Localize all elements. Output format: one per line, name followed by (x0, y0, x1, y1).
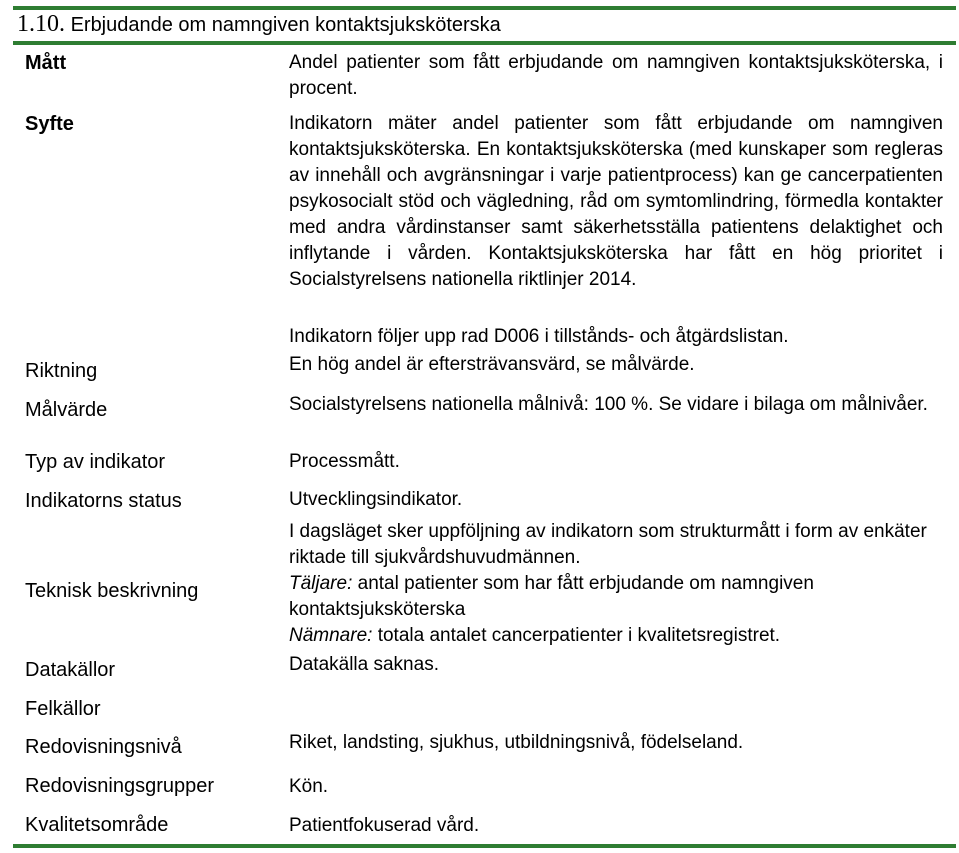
label-typ: Typ av indikator (25, 451, 166, 473)
label-felkallor: Felkällor (25, 698, 101, 720)
section-number: 1.10. (17, 11, 65, 37)
value-redovisningsgrupper: Kön. (289, 776, 329, 797)
heading-rule (13, 41, 956, 45)
label-teknisk: Teknisk beskrivning (25, 580, 199, 602)
teknisk-namnare (289, 623, 943, 649)
value-datakallor: Datakälla saknas. (289, 654, 439, 675)
teknisk-intro: I dagsläget sker uppföljning av indikatorn som strukturmått i form av enkäter riktade till sjukvårdshuvudmännen. (289, 521, 927, 568)
value-status: Utvecklingsindikator. (289, 489, 463, 510)
top-rule (13, 6, 956, 10)
label-syfte: Syfte (25, 113, 74, 135)
bottom-rule (13, 844, 956, 848)
taljare-text: antal patienter som har fått erbjudande om namngiven kontaktsjuksköterska (289, 573, 814, 620)
value-teknisk (289, 519, 943, 649)
value-syfte: Indikatorn mäter andel patienter som fått erbjudande om namngiven kontaktsjuksköterska. En kontaktsjuksköterska (med kunskaper som regleras av innehåll och avgränsningar i varje patientprocess) kan ge cancerpatienten psykosocialt stöd och vägledning, råd om symtomlindring, förmedla kontakter med andra vårdinstanser samt säkerhetsställa patientens delaktighet och inflytande i vården. Kontaktsjuksköterska har fått en hög prioritet i Socialstyrelsens nationella riktlinjer 2014. (289, 113, 943, 290)
label-riktning: Riktning (25, 360, 98, 382)
namnare-text: totala antalet cancerpatienter i kvalitetsregistret. (377, 625, 781, 646)
value-redovisningsniva: Riket, landsting, sjukhus, utbildningsnivå, födelseland. (289, 732, 744, 753)
teknisk-taljare (289, 571, 943, 623)
value-matt: Andel patienter som fått erbjudande om namngiven kontaktsjuksköterska, i procent. (289, 52, 943, 99)
value-malvarde: Socialstyrelsens nationella målnivå: 100 %. Se vidare i bilaga om målnivåer. (289, 394, 928, 415)
label-malvarde: Målvärde (25, 399, 108, 421)
label-redovisningsgrupper: Redovisningsgrupper (25, 775, 215, 797)
indicator-table (13, 6, 956, 848)
namnare-term: Nämnare: (289, 625, 373, 646)
label-status: Indikatorns status (25, 490, 182, 512)
value-riktning: En hög andel är eftersträvansvärd, se målvärde. (289, 354, 695, 375)
value-syfte-note: Indikatorn följer upp rad D006 i tillstånds- och åtgärdslistan. (289, 326, 789, 347)
label-matt: Mått (25, 52, 67, 74)
label-kvalitetsomrade: Kvalitetsområde (25, 814, 169, 836)
taljare-term: Täljare: (289, 573, 353, 594)
section-title: Erbjudande om namngiven kontaktsjuksköterska (70, 14, 501, 36)
value-kvalitetsomrade: Patientfokuserad vård. (289, 815, 480, 836)
value-typ: Processmått. (289, 451, 400, 472)
label-datakallor: Datakällor (25, 659, 116, 681)
label-redovisningsniva: Redovisningsnivå (25, 736, 182, 758)
section-heading (17, 11, 501, 38)
